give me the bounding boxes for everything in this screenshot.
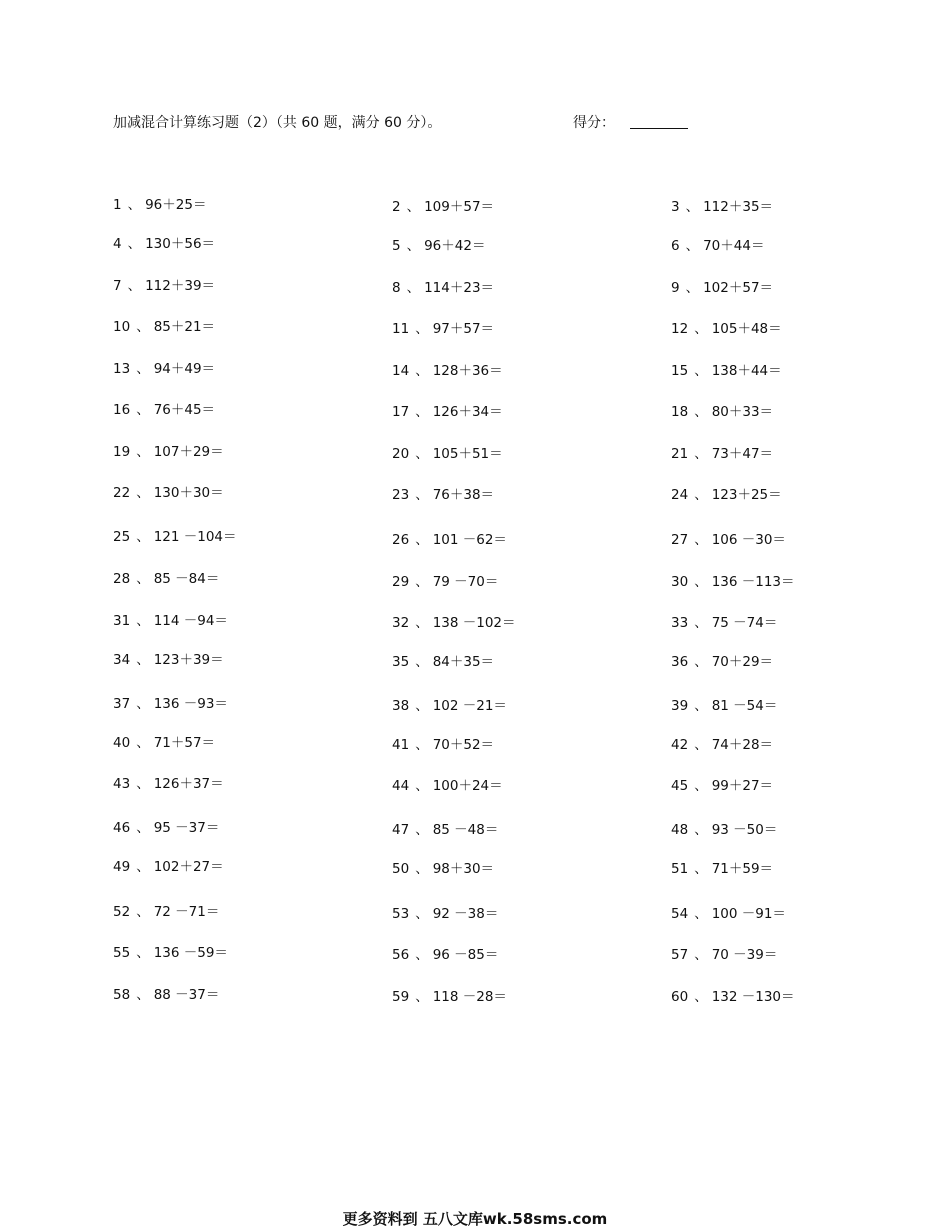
problem-number: 17 (392, 404, 410, 420)
problem-item (392, 821, 498, 839)
problem-item (392, 860, 494, 878)
problem-number: 57 (671, 947, 689, 963)
problem-expression: 70 －39＝ (711, 947, 778, 963)
problem-number: 23 (392, 487, 410, 503)
problem-expression: 128＋36＝ (432, 363, 503, 379)
problem-separator: 、 (415, 446, 429, 462)
problem-number: 52 (113, 904, 131, 920)
problem-number: 34 (113, 652, 131, 668)
problem-number: 43 (113, 776, 131, 792)
problem-item (392, 198, 494, 216)
problem-separator: 、 (415, 947, 429, 963)
problem-number: 19 (113, 444, 131, 460)
problem-separator: 、 (694, 574, 708, 590)
problem-expression: 93 －50＝ (711, 822, 778, 838)
problem-separator: 、 (694, 404, 708, 420)
problem-separator: 、 (685, 280, 700, 296)
problem-separator: 、 (415, 737, 429, 753)
problem-number: 7 (113, 278, 122, 294)
problem-separator: 、 (136, 652, 150, 668)
problem-separator: 、 (694, 654, 708, 670)
problem-item (392, 531, 507, 549)
problem-item (671, 573, 795, 591)
problem-item (392, 362, 503, 380)
problem-item (392, 614, 516, 632)
problem-number: 13 (113, 361, 131, 377)
problem-separator: 、 (136, 319, 150, 335)
problem-item (671, 905, 786, 923)
problem-number: 21 (671, 446, 689, 462)
problem-expression: 76＋45＝ (153, 402, 216, 418)
problem-separator: 、 (415, 861, 429, 877)
problem-number: 47 (392, 822, 410, 838)
problem-separator: 、 (415, 404, 429, 420)
problem-number: 44 (392, 778, 410, 794)
problem-expression: 96＋25＝ (145, 197, 207, 213)
problem-number: 3 (671, 199, 680, 215)
problem-item (671, 403, 773, 421)
problem-expression: 85 －48＝ (432, 822, 499, 838)
problem-separator: 、 (136, 987, 150, 1003)
problem-item (113, 484, 224, 502)
problem-number: 60 (671, 989, 689, 1005)
problem-separator: 、 (136, 444, 150, 460)
problem-separator: 、 (694, 615, 708, 631)
problem-number: 25 (113, 529, 131, 545)
problem-separator: 、 (136, 776, 150, 792)
problem-item (113, 196, 206, 214)
problem-separator: 、 (127, 278, 142, 294)
problem-expression: 85＋21＝ (153, 319, 216, 335)
problem-item (113, 858, 224, 876)
problem-expression: 84＋35＝ (432, 654, 495, 670)
problem-item (671, 362, 782, 380)
problem-separator: 、 (415, 822, 429, 838)
problem-expression: 81 －54＝ (711, 698, 778, 714)
problem-expression: 106 －30＝ (711, 532, 786, 548)
problem-expression: 136 －113＝ (711, 574, 795, 590)
problem-item (113, 651, 224, 669)
problem-number: 42 (671, 737, 689, 753)
problem-expression: 75 －74＝ (711, 615, 778, 631)
problem-item (392, 697, 507, 715)
problem-expression: 70＋29＝ (711, 654, 774, 670)
problem-expression: 112＋35＝ (703, 199, 774, 215)
problem-separator: 、 (415, 989, 429, 1005)
problem-item (671, 860, 773, 878)
problem-separator: 、 (694, 822, 708, 838)
problem-expression: 102＋27＝ (153, 859, 224, 875)
problem-expression: 79 －70＝ (432, 574, 499, 590)
problem-item (671, 821, 777, 839)
problem-number: 46 (113, 820, 131, 836)
problem-separator: 、 (406, 199, 421, 215)
problem-number: 5 (392, 238, 401, 254)
problem-item (113, 528, 237, 546)
problem-item (392, 486, 494, 504)
problem-item (671, 445, 773, 463)
problem-separator: 、 (136, 820, 150, 836)
problem-item (671, 486, 782, 504)
problem-item (392, 946, 498, 964)
problem-expression: 76＋38＝ (432, 487, 495, 503)
problem-number: 30 (671, 574, 689, 590)
problem-item (113, 775, 224, 793)
problem-expression: 100 －91＝ (711, 906, 786, 922)
problem-expression: 80＋33＝ (711, 404, 774, 420)
problem-separator: 、 (136, 571, 150, 587)
problem-number: 8 (392, 280, 401, 296)
problem-separator: 、 (136, 859, 150, 875)
problem-separator: 、 (694, 778, 708, 794)
problem-number: 11 (392, 321, 410, 337)
problem-item (392, 237, 485, 255)
problem-number: 33 (671, 615, 689, 631)
problem-separator: 、 (694, 698, 708, 714)
problem-expression: 114 －94＝ (153, 613, 228, 629)
problem-item (392, 445, 503, 463)
problem-expression: 112＋39＝ (145, 278, 216, 294)
problem-item (392, 320, 494, 338)
problem-number: 41 (392, 737, 410, 753)
problem-item (113, 986, 219, 1004)
problem-item (113, 318, 215, 336)
problem-expression: 72 －71＝ (153, 904, 220, 920)
problem-number: 36 (671, 654, 689, 670)
problem-expression: 71＋57＝ (153, 735, 216, 751)
problem-item (113, 819, 219, 837)
problem-number: 20 (392, 446, 410, 462)
problem-expression: 130＋56＝ (145, 236, 216, 252)
problem-separator: 、 (694, 532, 708, 548)
problem-expression: 98＋30＝ (432, 861, 495, 877)
problem-item (113, 235, 215, 253)
problem-number: 27 (671, 532, 689, 548)
problem-item (671, 736, 773, 754)
problem-expression: 109＋57＝ (424, 199, 495, 215)
problem-item (392, 653, 494, 671)
problem-item (671, 279, 773, 297)
problem-expression: 100＋24＝ (432, 778, 503, 794)
problem-separator: 、 (127, 236, 142, 252)
problem-expression: 95 －37＝ (153, 820, 220, 836)
problem-number: 22 (113, 485, 131, 501)
problem-number: 59 (392, 989, 410, 1005)
problem-item (113, 903, 219, 921)
problem-separator: 、 (694, 906, 708, 922)
problem-number: 37 (113, 696, 131, 712)
problem-number: 16 (113, 402, 131, 418)
problem-number: 29 (392, 574, 410, 590)
problem-item (113, 443, 224, 461)
problem-separator: 、 (136, 613, 150, 629)
problem-separator: 、 (415, 654, 429, 670)
problem-expression: 136 －59＝ (153, 945, 228, 961)
problem-item (113, 695, 228, 713)
problem-number: 15 (671, 363, 689, 379)
problem-expression: 121 －104＝ (153, 529, 237, 545)
footer-watermark: 更多资料到 五八文库wk.58sms.com (342, 1210, 608, 1228)
problem-number: 48 (671, 822, 689, 838)
problem-expression: 74＋28＝ (711, 737, 774, 753)
problem-item (671, 988, 795, 1006)
problem-number: 49 (113, 859, 131, 875)
problem-number: 9 (671, 280, 680, 296)
problem-separator: 、 (415, 532, 429, 548)
problem-number: 38 (392, 698, 410, 714)
problem-expression: 132 －130＝ (711, 989, 795, 1005)
problem-separator: 、 (415, 698, 429, 714)
problem-separator: 、 (136, 485, 150, 501)
problem-item (392, 988, 507, 1006)
problem-number: 1 (113, 197, 122, 213)
problem-item (113, 401, 215, 419)
problem-expression: 70＋52＝ (432, 737, 495, 753)
problem-expression: 107＋29＝ (153, 444, 224, 460)
problem-expression: 70＋44＝ (703, 238, 765, 254)
problem-separator: 、 (136, 529, 150, 545)
problem-expression: 138＋44＝ (711, 363, 782, 379)
problem-expression: 99＋27＝ (711, 778, 774, 794)
problem-number: 4 (113, 236, 122, 252)
problem-expression: 73＋47＝ (711, 446, 774, 462)
problem-separator: 、 (127, 197, 142, 213)
problem-expression: 136 －93＝ (153, 696, 228, 712)
problem-item (671, 320, 782, 338)
problem-expression: 105＋51＝ (432, 446, 503, 462)
problem-separator: 、 (415, 574, 429, 590)
problem-number: 39 (671, 698, 689, 714)
problem-expression: 92 －38＝ (432, 906, 499, 922)
problem-expression: 94＋49＝ (153, 361, 216, 377)
problem-separator: 、 (415, 906, 429, 922)
score-label: 得分： (573, 115, 615, 131)
problem-separator: 、 (685, 238, 700, 254)
problem-number: 40 (113, 735, 131, 751)
problem-item (671, 653, 773, 671)
problem-item (671, 198, 773, 216)
problem-expression: 123＋39＝ (153, 652, 224, 668)
problem-separator: 、 (136, 945, 150, 961)
problem-separator: 、 (694, 446, 708, 462)
problem-number: 53 (392, 906, 410, 922)
problem-separator: 、 (415, 487, 429, 503)
problem-item (113, 570, 219, 588)
problem-number: 51 (671, 861, 689, 877)
problem-item (113, 734, 215, 752)
problem-expression: 126＋37＝ (153, 776, 224, 792)
problem-number: 26 (392, 532, 410, 548)
problem-item (392, 736, 494, 754)
problem-expression: 96＋42＝ (424, 238, 486, 254)
problem-expression: 118 －28＝ (432, 989, 507, 1005)
problem-item (671, 777, 773, 795)
problem-number: 12 (671, 321, 689, 337)
problem-separator: 、 (136, 696, 150, 712)
problem-item (392, 777, 503, 795)
problem-item (392, 403, 503, 421)
problem-expression: 88 －37＝ (153, 987, 220, 1003)
problem-number: 18 (671, 404, 689, 420)
problem-item (113, 944, 228, 962)
problem-separator: 、 (694, 861, 708, 877)
problem-separator: 、 (685, 199, 700, 215)
problem-item (671, 946, 777, 964)
problem-item (671, 237, 764, 255)
problem-separator: 、 (415, 778, 429, 794)
problem-number: 2 (392, 199, 401, 215)
problem-expression: 123＋25＝ (711, 487, 782, 503)
problem-separator: 、 (694, 321, 708, 337)
problem-item (671, 697, 777, 715)
problem-expression: 130＋30＝ (153, 485, 224, 501)
problem-separator: 、 (136, 361, 150, 377)
problem-separator: 、 (694, 737, 708, 753)
problem-number: 50 (392, 861, 410, 877)
problem-item (392, 905, 498, 923)
problem-number: 35 (392, 654, 410, 670)
problem-number: 6 (671, 238, 680, 254)
problem-item (671, 614, 777, 632)
problem-number: 31 (113, 613, 131, 629)
problem-expression: 102 －21＝ (432, 698, 507, 714)
problem-separator: 、 (694, 363, 708, 379)
problem-item (671, 531, 786, 549)
problem-separator: 、 (415, 321, 429, 337)
problem-separator: 、 (694, 989, 708, 1005)
problem-number: 10 (113, 319, 131, 335)
problem-item (392, 279, 494, 297)
problem-separator: 、 (136, 904, 150, 920)
problem-separator: 、 (415, 615, 429, 631)
problem-expression: 114＋23＝ (424, 280, 495, 296)
problem-item (113, 277, 215, 295)
problem-expression: 101 －62＝ (432, 532, 507, 548)
problem-separator: 、 (136, 735, 150, 751)
problem-separator: 、 (415, 363, 429, 379)
problem-item (113, 360, 215, 378)
problem-expression: 71＋59＝ (711, 861, 774, 877)
problem-separator: 、 (406, 238, 421, 254)
problem-number: 54 (671, 906, 689, 922)
problem-separator: 、 (406, 280, 421, 296)
problem-number: 24 (671, 487, 689, 503)
problem-separator: 、 (694, 947, 708, 963)
problem-item (392, 573, 498, 591)
worksheet-title: 加减混合计算练习题（2）（共 60 题，满分 60 分）。 (113, 115, 442, 131)
problem-number: 28 (113, 571, 131, 587)
problem-number: 55 (113, 945, 131, 961)
problem-separator: 、 (136, 402, 150, 418)
problem-item (113, 612, 228, 630)
problem-number: 32 (392, 615, 410, 631)
problem-number: 14 (392, 363, 410, 379)
problem-number: 58 (113, 987, 131, 1003)
problem-expression: 138 －102＝ (432, 615, 516, 631)
problem-separator: 、 (694, 487, 708, 503)
problem-expression: 105＋48＝ (711, 321, 782, 337)
problem-expression: 97＋57＝ (432, 321, 495, 337)
problem-expression: 85 －84＝ (153, 571, 220, 587)
problem-expression: 126＋34＝ (432, 404, 503, 420)
problem-expression: 102＋57＝ (703, 280, 774, 296)
problem-number: 56 (392, 947, 410, 963)
problem-number: 45 (671, 778, 689, 794)
problem-expression: 96 －85＝ (432, 947, 499, 963)
